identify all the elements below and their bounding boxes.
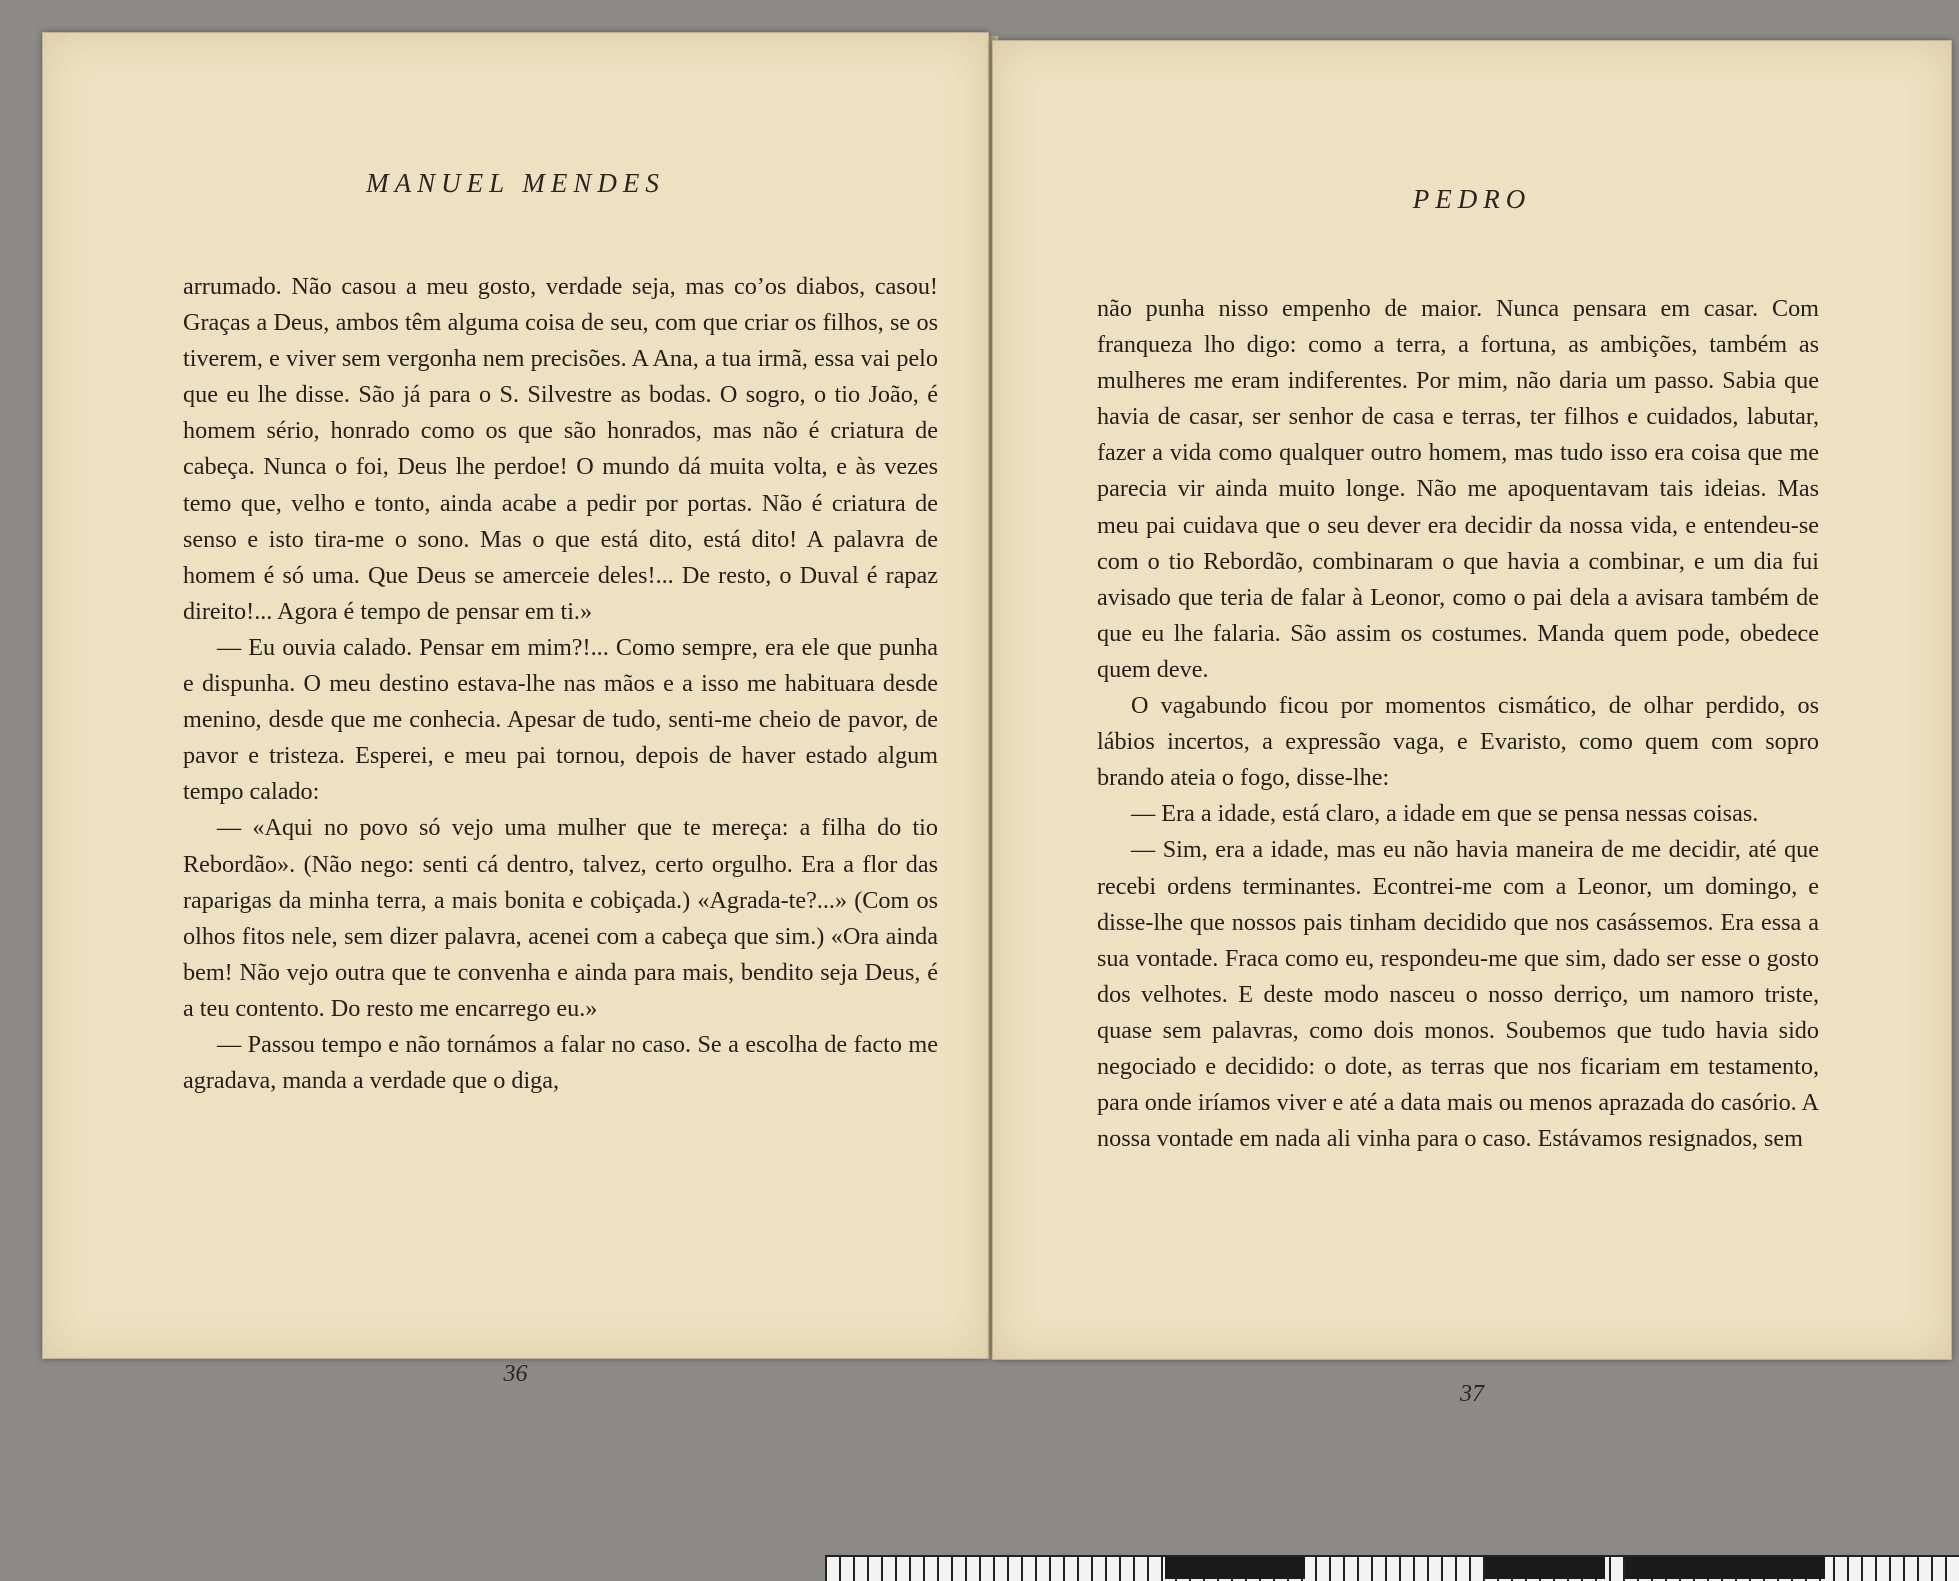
left-paragraph-4: — Passou tempo e não tornámos a falar no caso. Se a escolha de facto me agradava, manda a verdade que o diga,: [183, 1030, 938, 1095]
right-running-head: PEDRO: [1412, 184, 1532, 214]
right-page: [992, 40, 1952, 1407]
left-paragraph-3: — «Aqui no povo só vejo uma mulher que te mereça: a filha do tio Rebordão». (Não nego: senti cá dentro, talvez, certo orgulho. Era a flor das raparigas da minha terra, a mais bonita e cobiçada.) «Agrada-te?...» (Com os olhos fitos nele, sem dizer palavra, acenei com a cabeça que sim.) «Ora ainda bem! Não vejo outra que te convenha e ainda para mais, bendito seja Deus, é a teu contento. Do resto me encarrego eu.»: [183, 814, 938, 1022]
ruler-black-segment: [1165, 1557, 1305, 1579]
right-page-number: 37: [1460, 1381, 1484, 1407]
ruler-black-segment: [1625, 1557, 1825, 1579]
right-paragraph-2: O vagabundo ficou por momentos cismático, de olhar perdido, os lábios incertos, a expressão vaga, e Evaristo, como quem com sopro brando ateia o fogo, disse-lhe:: [1097, 692, 1819, 792]
right-paragraph-4: — Sim, era a idade, mas eu não havia maneira de me decidir, até que recebi ordens terminantes. Econtrei-me com a Leonor, um domingo, e disse-lhe que nossos pais tinham decidido que nos casássemos. Era essa a sua vontade. Fraca como eu, respondeu-me que sim, dado ser esse o gosto dos velhotes. E deste modo nasceu o nosso derriço, um namoro triste, quase sem palavras, como dois monos. Soubemos que tudo havia sido negociado e decidido: o dote, as terras que nos ficariam em testamento, para onde iríamos viver e até a data mais ou menos aprazada do casório. A nossa vontade em nada ali vinha para o caso. Estávamos resignados, sem: [1097, 836, 1819, 1153]
ruler-black-segment: [1485, 1557, 1605, 1579]
left-page-number: 36: [503, 1361, 528, 1387]
left-paragraph-1: arrumado. Não casou a meu gosto, verdade seja, mas co’os diabos, casou! Graças a Deus, ambos têm alguma coisa de seu, com que criar os filhos, se os tiverem, e viver sem vergonha nem precisões. A Ana, a tua irmã, essa vai pelo que eu lhe disse. São já para o S. Silvestre as bodas. O sogro, o tio João, é homem sério, honrado como os que são honrados, mas não é criatura de cabeça. Nunca o foi, Deus lhe perdoe! O mundo dá muita volta, e às vezes temo que, velho e tonto, ainda acabe a pedir por portas. Não é criatura de senso e isto tira-me o sono. Mas o que está dito, está dito! A palavra de homem é só uma. Que Deus se amerceie deles!... De resto, o Duval é rapaz direito!... Agora é tempo de pensar em ti.»: [183, 273, 938, 625]
right-body-text: [1097, 291, 1819, 1157]
right-paragraph-3: — Era a idade, está claro, a idade em que se pensa nessas coisas.: [1131, 800, 1759, 828]
left-body-text: [183, 269, 938, 1099]
scale-ruler: [825, 1555, 1959, 1581]
left-page: [42, 32, 989, 1387]
left-paragraph-2: — Eu ouvia calado. Pensar em mim?!... Como sempre, era ele que punha e dispunha. O meu destino estava-lhe nas mãos e a isso me habituara desde menino, desde que me conhecia. Apesar de tudo, senti-me cheio de pavor, de pavor e tristeza. Esperei, e meu pai tornou, depois de haver estado algum tempo calado:: [183, 633, 938, 806]
right-paragraph-1: não punha nisso empenho de maior. Nunca pensara em casar. Com franqueza lho digo: como a terra, a fortuna, as ambições, também as mulheres me eram indiferentes. Por mim, não daria um passo. Sabia que havia de casar, ser senhor de casa e terras, ter filhos e cuidados, labutar, fazer a vida como qualquer outro homem, mas tudo isso era coisa que me parecia vir ainda muito longe. Não me apoquentavam tais ideias. Mas meu pai cuidava que o seu dever era decidir da nossa vida, e entendeu-se com o tio Rebordão, combinaram o que havia a combinar, e um dia fui avisado que teria de falar à Leonor, como o pai dela a avisara também de que eu lhe falaria. São assim os costumes. Manda quem pode, obedece quem deve.: [1097, 295, 1819, 683]
left-running-head: MANUEL MENDES: [366, 168, 665, 198]
